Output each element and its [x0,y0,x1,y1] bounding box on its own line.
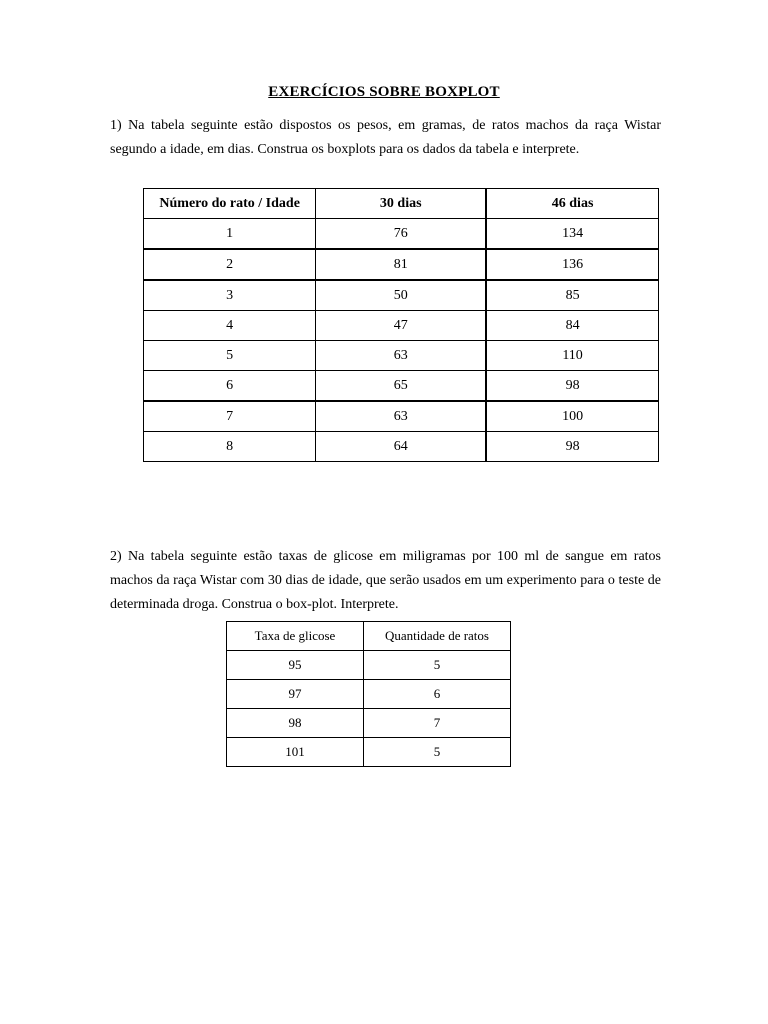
table-row [227,680,511,709]
table-cell: 50 [316,280,486,311]
table-cell: 7 [364,709,511,738]
table-row [144,280,659,311]
table-cell: 85 [486,280,658,311]
exercise-2-text: 2) Na tabela seguinte estão taxas de glicose em miligramas por 100 ml de sangue em ratos machos da raça Wistar com 30 dias de idade, que serão usados em um experimento para o teste de determinada droga. Construa o box-plot. Interprete. [110,549,661,612]
table-cell: 95 [227,651,364,680]
table-row [227,709,511,738]
table-row [144,219,659,250]
table-cell: 3 [144,280,316,311]
table-cell: 97 [227,680,364,709]
table-cell: 76 [316,219,486,250]
table-cell: 98 [227,709,364,738]
rat-weights-table [143,188,659,462]
table-row [144,311,659,341]
table-cell: 65 [316,371,486,402]
glucose-table [226,621,511,767]
table-cell: 136 [486,249,658,280]
table-cell: 5 [364,651,511,680]
table-cell: 8 [144,432,316,462]
table-cell: 6 [144,371,316,402]
table-row [144,371,659,402]
table-cell: 7 [144,401,316,432]
table-row [144,401,659,432]
table-cell: 63 [316,401,486,432]
column-header-glucose-rate: Taxa de glicose [227,622,364,651]
table-cell: 101 [227,738,364,767]
column-header-rat-age: Número do rato / Idade [144,189,316,219]
table-cell: 5 [144,341,316,371]
column-header-30-days: 30 dias [316,189,486,219]
table-cell: 47 [316,311,486,341]
table-cell: 98 [486,371,658,402]
table-cell: 4 [144,311,316,341]
table-row [144,249,659,280]
column-header-46-days: 46 dias [486,189,658,219]
table-cell: 6 [364,680,511,709]
table-cell: 1 [144,219,316,250]
table-row [144,341,659,371]
table-cell: 84 [486,311,658,341]
table-header-row [227,622,511,651]
table-header-row [144,189,659,219]
table-cell: 110 [486,341,658,371]
table-cell: 134 [486,219,658,250]
table-cell: 5 [364,738,511,767]
column-header-rat-count: Quantidade de ratos [364,622,511,651]
table-row [144,432,659,462]
table-row [227,738,511,767]
table-cell: 64 [316,432,486,462]
table-cell: 81 [316,249,486,280]
table-cell: 98 [486,432,658,462]
document-title: EXERCÍCIOS SOBRE BOXPLOT [268,84,500,100]
table-cell: 63 [316,341,486,371]
table-row [227,651,511,680]
table-cell: 2 [144,249,316,280]
exercise-1-text: 1) Na tabela seguinte estão dispostos os pesos, em gramas, de ratos machos da raça Wistar segundo a idade, em dias. Construa os boxplots para os dados da tabela e interprete. [110,118,661,157]
table-cell: 100 [486,401,658,432]
